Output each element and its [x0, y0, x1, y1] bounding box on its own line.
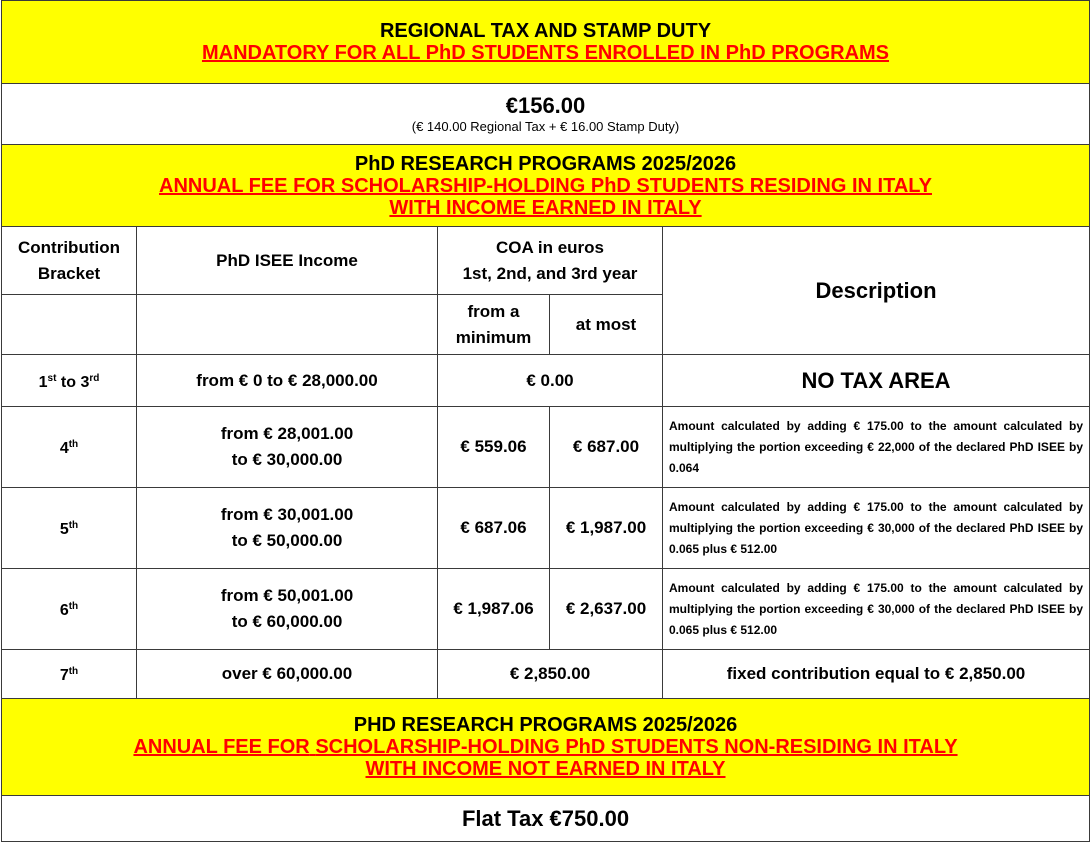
bracket-number: 5 [59, 521, 69, 538]
italy-section-subtitle-line2: WITH INCOME EARNED IN ITALY [389, 196, 702, 219]
regional-amount-cell [2, 84, 1090, 145]
non-resident-header [2, 699, 1090, 796]
bracket-cell [2, 355, 137, 407]
non-resident-subtitle-part-a: ANNUAL FEE FOR [133, 736, 310, 758]
income-line1: from € 28,001.00 [220, 424, 354, 443]
table-row [2, 407, 1090, 488]
income-line1: from € 30,001.00 [220, 505, 354, 524]
income-line2: to € 50,000.00 [231, 531, 343, 550]
income-cell: from € 0 to € 28,000.00 [137, 355, 438, 407]
flat-tax: Flat Tax €750.00 [2, 796, 1090, 842]
regional-header-row [2, 1, 1090, 84]
bracket-cell [2, 407, 137, 488]
no-tax-area-label: NO TAX AREA [663, 355, 1090, 407]
table-row [2, 650, 1090, 699]
coa-header-line2: 1st, 2nd, and 3rd year [462, 263, 638, 283]
italy-section-subtitle-line1: ANNUAL FEE FOR SCHOLARSHIP-HOLDING PhD STUDENTS RESIDING IN ITALY [159, 174, 932, 197]
description-cell: Amount calculated by adding € 175.00 to the amount calculated by multiplying the portion exceeding € 30,000 of the declared PhD ISEE by 0.065 plus € 512.00 [663, 488, 1090, 569]
min-cell: € 1,987.06 [438, 569, 550, 650]
max-cell: € 1,987.00 [550, 488, 663, 569]
description-cell: Amount calculated by adding € 175.00 to the amount calculated by multiplying the portion exceeding € 30,000 of the declared PhD ISEE by 0.065 plus € 512.00 [663, 569, 1090, 650]
bracket-cell [2, 650, 137, 699]
coa-cell: € 2,850.00 [438, 650, 663, 699]
min-cell: € 687.06 [438, 488, 550, 569]
regional-amount-row [2, 84, 1090, 145]
bracket-number: 6 [59, 602, 69, 619]
income-cell [137, 407, 438, 488]
non-resident-subtitle-line2: WITH INCOME NOT EARNED IN ITALY [365, 758, 726, 780]
bracket-header-line1: Contribution [18, 237, 120, 257]
coa-header-line1: COA in euros [496, 237, 604, 257]
bracket-range-text: to 3 [56, 373, 90, 391]
min-cell: € 559.06 [438, 407, 550, 488]
non-resident-subtitle-part-c: SCHOLARSHIP-HOLDING PhD STUDENTS NON-RESIDING IN ITALY [315, 736, 958, 758]
non-resident-header-row [2, 699, 1090, 796]
coa-cell: € 0.00 [438, 355, 663, 407]
bracket-suffix: th [68, 520, 79, 531]
non-resident-title: PHD RESEARCH PROGRAMS 2025/2026 [353, 714, 738, 736]
bracket-number: 1 [38, 373, 48, 391]
min-header-line1: from a [467, 301, 520, 321]
min-header [438, 295, 550, 355]
fee-table [1, 0, 1090, 842]
max-cell: € 2,637.00 [550, 569, 663, 650]
bracket-header [2, 227, 137, 295]
income-line2: to € 60,000.00 [231, 612, 343, 631]
income-cell: over € 60,000.00 [137, 650, 438, 699]
bracket-suffix: th [68, 439, 79, 450]
bracket-suffix: st [47, 372, 57, 384]
regional-amount: €156.00 [505, 93, 586, 118]
max-header: at most [550, 295, 663, 355]
flat-tax-row [2, 796, 1090, 842]
regional-amount-note: (€ 140.00 Regional Tax + € 16.00 Stamp Duty) [411, 119, 680, 134]
italy-section-title: PhD RESEARCH PROGRAMS 2025/2026 [354, 152, 737, 175]
italy-section-header [2, 145, 1090, 227]
bracket-header-line2: Bracket [37, 263, 101, 283]
fee-document [1, 0, 1089, 842]
bracket-number: 7 [59, 667, 69, 684]
income-line2: to € 30,000.00 [231, 450, 343, 469]
description-cell: Amount calculated by adding € 175.00 to the amount calculated by multiplying the portion exceeding € 22,000 of the declared PhD ISEE by 0.064 [663, 407, 1090, 488]
income-line1: from € 50,001.00 [220, 586, 354, 605]
isee-header: PhD ISEE Income [137, 227, 438, 295]
regional-header [2, 1, 1090, 84]
income-cell [137, 569, 438, 650]
description-cell: fixed contribution equal to € 2,850.00 [663, 650, 1090, 699]
max-cell: € 687.00 [550, 407, 663, 488]
bracket-number: 4 [59, 440, 69, 457]
bracket-suffix-2: rd [89, 372, 100, 384]
table-row [2, 355, 1090, 407]
non-resident-subtitle-line1 [2, 736, 1089, 758]
income-cell [137, 488, 438, 569]
description-header: Description [663, 227, 1090, 355]
italy-section-header-row [2, 145, 1090, 227]
bracket-cell [2, 488, 137, 569]
table-row [2, 569, 1090, 650]
coa-header [438, 227, 663, 295]
table-row [2, 488, 1090, 569]
regional-title: REGIONAL TAX AND STAMP DUTY [379, 20, 712, 42]
bracket-cell [2, 569, 137, 650]
min-header-line2: minimum [455, 327, 532, 347]
regional-subtitle: MANDATORY FOR ALL PhD STUDENTS ENROLLED IN PhD PROGRAMS [201, 42, 890, 64]
bracket-subheader-empty [2, 295, 137, 355]
isee-subheader-empty [137, 295, 438, 355]
column-header-row [2, 227, 1090, 295]
bracket-suffix: th [68, 601, 79, 612]
bracket-suffix: th [68, 666, 79, 677]
